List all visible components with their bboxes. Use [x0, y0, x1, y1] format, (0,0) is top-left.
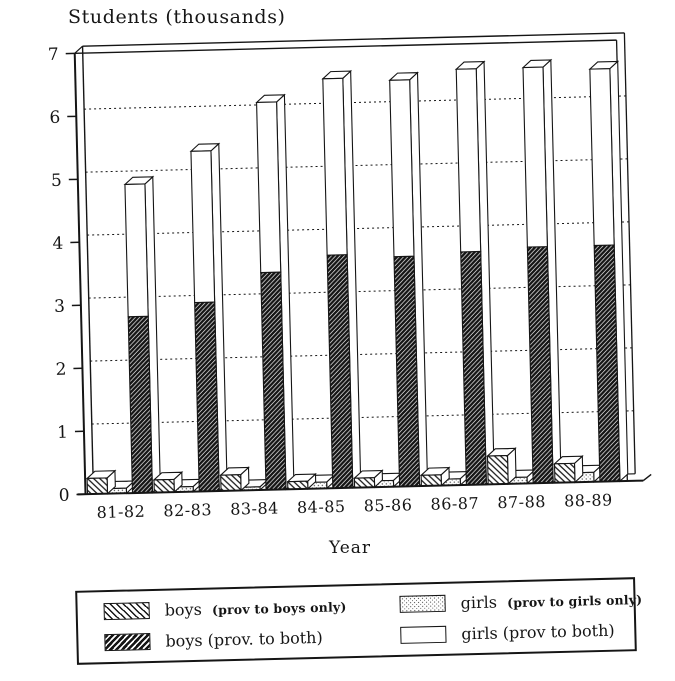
bar-stacked-82-83-upper	[191, 151, 215, 303]
x-tick-label-83-84: 83-84	[229, 498, 280, 519]
bar-stacked-82-83	[195, 302, 220, 491]
x-tick-label-84-85: 84-85	[296, 496, 346, 518]
y-tick-label: 7	[47, 44, 59, 66]
legend-label: girls (prov to girls only)	[460, 592, 643, 613]
x-tick-label-81-82: 81-82	[96, 501, 146, 522]
bar-stacked-81-82-upper	[125, 184, 148, 317]
stipple-dots-swatch-icon	[399, 595, 445, 613]
bar-stacked-87-88-upper	[523, 67, 547, 247]
white-swatch-icon	[400, 626, 446, 644]
legend-label: girls (prov to both)	[461, 620, 615, 644]
legend-label: boys (prov. to both)	[165, 627, 323, 651]
bar-stacked-88-89-upper	[590, 69, 614, 246]
bar-stacked-85-86-upper	[390, 80, 414, 257]
y-tick-label: 4	[52, 233, 64, 254]
x-tick-label-88-89: 88-89	[563, 490, 613, 511]
bar-boys-only-83-84	[221, 475, 241, 491]
x-tick-label-82-83: 82-83	[163, 500, 213, 521]
y-tick-label: 6	[49, 107, 61, 128]
bars	[77, 58, 628, 494]
y-tick-label: 5	[50, 170, 63, 191]
legend-label: boys (prov to boys only)	[164, 599, 347, 620]
bar-boys-only-88-89	[554, 463, 574, 482]
backslash-hatch-swatch-icon	[103, 602, 149, 620]
bar-boys-only-82-83	[154, 479, 174, 492]
y-tick-label: 3	[53, 296, 66, 317]
y-tick-label: 2	[55, 359, 67, 380]
dark-forward-hatch-swatch-icon	[104, 633, 150, 651]
x-tick-label-85-86: 85-86	[363, 495, 413, 516]
bar-boys-only-87-88	[487, 456, 508, 485]
bar-stacked-84-85-upper	[323, 78, 347, 255]
legend-item-girls-both	[400, 620, 643, 645]
chart-title: Students (thousands)	[68, 6, 286, 28]
bar-stacked-81-82	[128, 316, 152, 493]
legend-item-boys-only	[103, 595, 399, 621]
bar-stacked-86-87-upper	[456, 69, 480, 252]
x-axis-title: Year	[328, 538, 372, 558]
chart-legend	[75, 577, 643, 665]
bar-boys-only-85-86	[354, 478, 374, 488]
bar-boys-only-86-87	[421, 475, 441, 486]
x-tick-label-86-87: 86-87	[430, 493, 480, 514]
y-tick-label: 0	[58, 485, 70, 506]
y-tick-label: 1	[56, 422, 69, 443]
legend-item-boys-both	[104, 626, 400, 652]
bar-stacked-83-84-upper	[257, 102, 281, 273]
x-tick-label-87-88: 87-88	[497, 491, 547, 513]
legend-item-girls-only	[399, 589, 642, 614]
bar-boys-only-81-82	[87, 478, 107, 494]
